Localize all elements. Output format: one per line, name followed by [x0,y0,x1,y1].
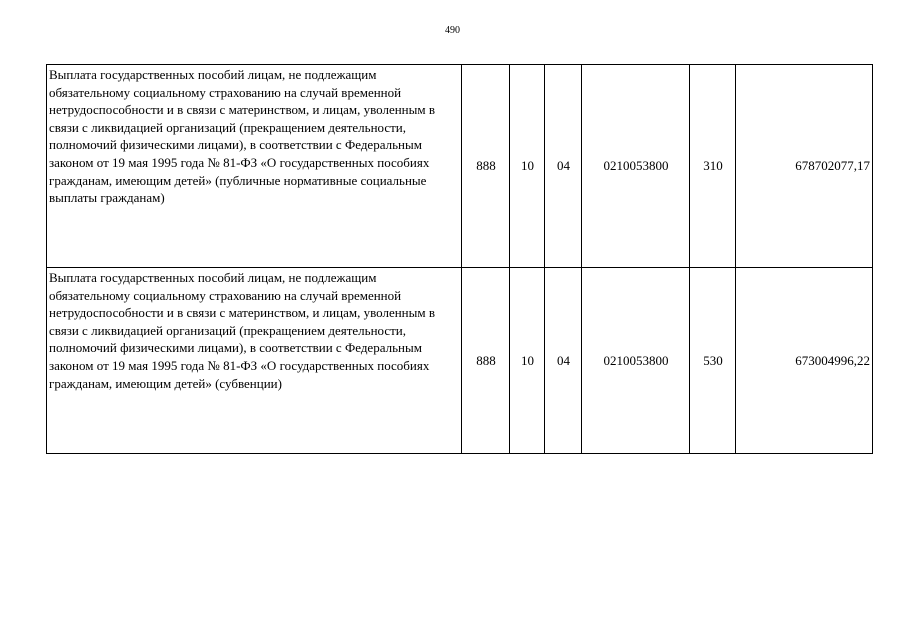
section-code: 10 [510,268,545,454]
table-row [47,268,873,454]
target-article-code: 0210053800 [582,65,690,268]
target-article-code: 0210053800 [582,268,690,454]
row-description: Выплата государственных пособий лицам, не подлежащим обязательному социальному страхованию на случай временной нетрудоспособности и в связи с материнством, и лицам, уволенным в связи с ликвидацией организаций (прекращением деятельности, полномочий физическими лицами), в соответствии с Федеральным законом от 19 мая 1995 года № 81-ФЗ «О государственных пособиях гражданам, имеющим детей» (публичные нормативные социальные выплаты гражданам) [47,65,462,268]
amount: 678702077,17 [736,65,873,268]
page-number: 490 [445,25,460,36]
subsection-code: 04 [545,268,582,454]
expense-type-code: 310 [690,65,736,268]
row-description: Выплата государственных пособий лицам, не подлежащим обязательному социальному страхованию на случай временной нетрудоспособности и в связи с материнством, и лицам, уволенным в связи с ликвидацией организаций (прекращением деятельности, полномочий физическими лицами), в соответствии с Федеральным законом от 19 мая 1995 года № 81-ФЗ «О государственных пособиях гражданам, имеющим детей» (субвенции) [47,268,462,454]
expense-type-code: 530 [690,268,736,454]
ministry-code: 888 [462,65,510,268]
ministry-code: 888 [462,268,510,454]
table-row [47,65,873,268]
section-code: 10 [510,65,545,268]
amount: 673004996,22 [736,268,873,454]
budget-table [46,64,873,454]
subsection-code: 04 [545,65,582,268]
